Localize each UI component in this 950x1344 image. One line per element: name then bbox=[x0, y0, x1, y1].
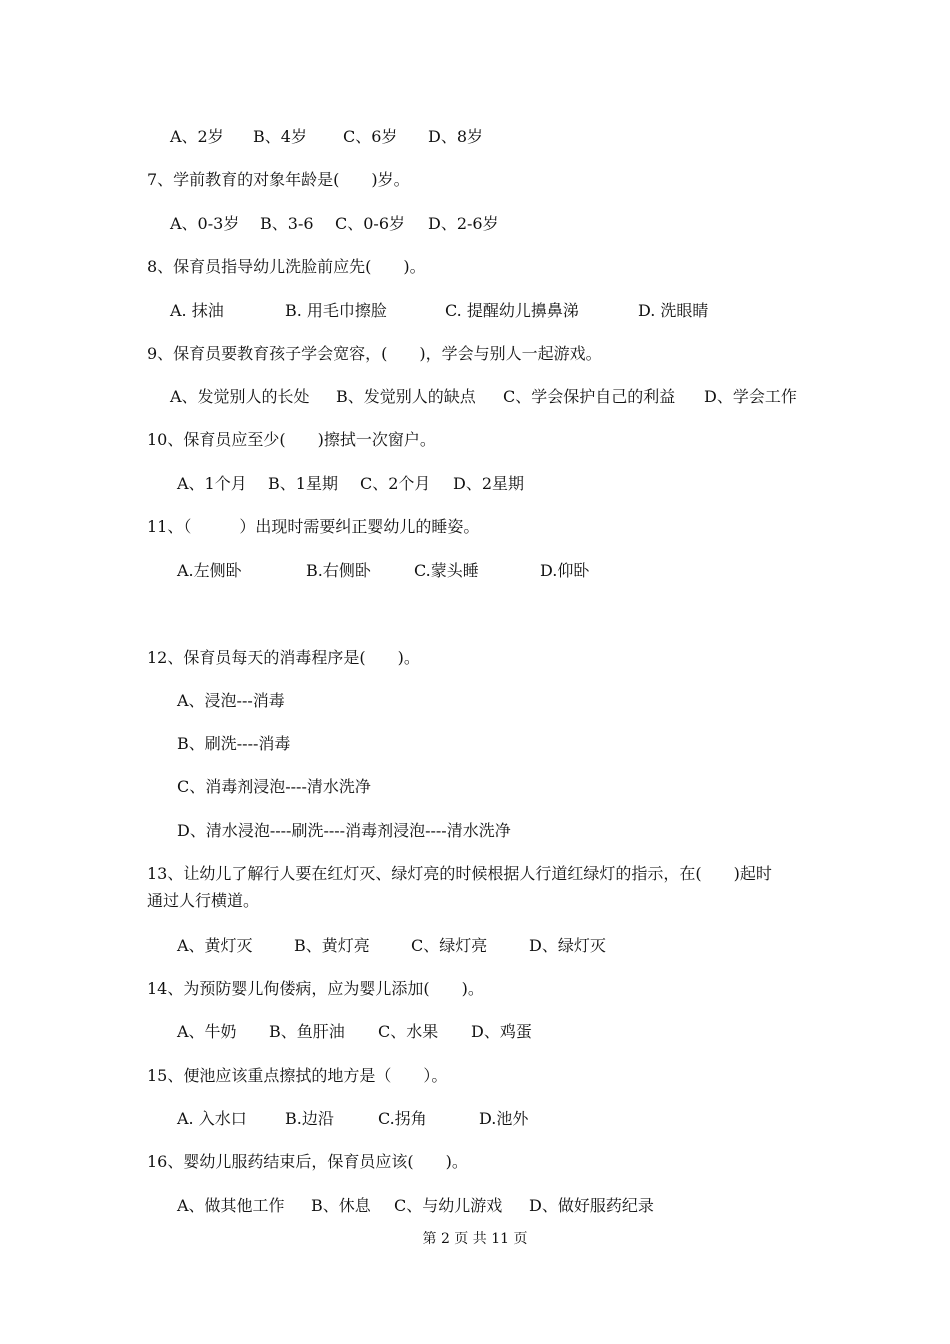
option-c: C、绿灯亮 bbox=[411, 936, 488, 955]
option-d: D、2星期 bbox=[453, 474, 525, 493]
option-b: B、发觉别人的缺点 bbox=[336, 387, 476, 406]
option-c: C、0-6岁 bbox=[335, 214, 406, 233]
option-d: D、学会工作 bbox=[704, 387, 797, 406]
question-9-stem: 9、保育员要教育孩子学会宽容，( )，学会与别人一起游戏。 bbox=[147, 344, 602, 363]
option-c: C、学会保护自己的利益 bbox=[503, 387, 676, 406]
question-16-stem: 16、婴幼儿服药结束后，保育员应该( )。 bbox=[147, 1152, 468, 1171]
option-a: A、黄灯灭 bbox=[177, 936, 253, 955]
option-a: A、0-3岁 bbox=[170, 214, 240, 233]
option-b: B、4岁 bbox=[253, 127, 307, 146]
option-a: A. 入水口 bbox=[177, 1109, 247, 1128]
option-a: A、2岁 bbox=[170, 127, 224, 146]
option-a: A.左侧卧 bbox=[177, 561, 242, 580]
option-d: D.池外 bbox=[479, 1109, 529, 1128]
option-c: C、6岁 bbox=[343, 127, 398, 146]
option-c: C、2个月 bbox=[360, 474, 431, 493]
question-12-stem: 12、保育员每天的消毒程序是( )。 bbox=[147, 648, 420, 667]
option-d: D、8岁 bbox=[428, 127, 484, 146]
option-b: B、鱼肝油 bbox=[269, 1022, 345, 1041]
option-a: A、牛奶 bbox=[177, 1022, 237, 1041]
option-b: B.右侧卧 bbox=[306, 561, 371, 580]
question-7-stem: 7、学前教育的对象年龄是( )岁。 bbox=[147, 170, 410, 189]
option-d: D、鸡蛋 bbox=[471, 1022, 532, 1041]
option-c: C、水果 bbox=[378, 1022, 439, 1041]
option-a: A、做其他工作 bbox=[177, 1196, 285, 1215]
question-13-stem-line1: 13、让幼儿了解行人要在红灯灭、绿灯亮的时候根据人行道红绿灯的指示，在( )起时 bbox=[147, 864, 772, 883]
option-d: D.仰卧 bbox=[540, 561, 590, 580]
option-a: A、1个月 bbox=[177, 474, 247, 493]
option-a: A、发觉别人的长处 bbox=[170, 387, 310, 406]
option-d: D、2-6岁 bbox=[428, 214, 499, 233]
option-b: B. 用毛巾擦脸 bbox=[285, 301, 387, 320]
option-b: B、3-6 bbox=[260, 214, 314, 233]
question-12-option-c: C、消毒剂浸泡----清水洗净 bbox=[177, 777, 371, 796]
option-c: C.蒙头睡 bbox=[414, 561, 479, 580]
option-b: B.边沿 bbox=[285, 1109, 334, 1128]
question-12-option-d: D、清水浸泡----刷洗----消毒剂浸泡----清水洗净 bbox=[177, 821, 511, 840]
question-15-stem: 15、便池应该重点擦拭的地方是（ ）。 bbox=[147, 1066, 448, 1085]
option-c: C.拐角 bbox=[378, 1109, 427, 1128]
page-number-footer: 第 2 页 共 11 页 bbox=[422, 1231, 528, 1247]
question-14-stem: 14、为预防婴儿佝偻病，应为婴儿添加( )。 bbox=[147, 979, 484, 998]
question-12-option-b: B、刷洗----消毒 bbox=[177, 734, 291, 753]
option-d: D. 洗眼睛 bbox=[638, 301, 709, 320]
option-a: A. 抹油 bbox=[170, 301, 224, 320]
question-8-stem: 8、保育员指导幼儿洗脸前应先( )。 bbox=[147, 257, 426, 276]
question-10-stem: 10、保育员应至少( )擦拭一次窗户。 bbox=[147, 430, 436, 449]
question-13-stem-line2: 通过人行横道。 bbox=[147, 891, 260, 910]
question-11-stem: 11、（ ）出现时需要纠正婴幼儿的睡姿。 bbox=[147, 517, 480, 536]
option-c: C、与幼儿游戏 bbox=[394, 1196, 503, 1215]
option-c: C. 提醒幼儿擤鼻涕 bbox=[445, 301, 579, 320]
question-12-option-a: A、浸泡---消毒 bbox=[177, 691, 285, 710]
option-b: B、黄灯亮 bbox=[294, 936, 370, 955]
option-b: B、1星期 bbox=[268, 474, 338, 493]
option-d: D、做好服药纪录 bbox=[529, 1196, 654, 1215]
option-b: B、休息 bbox=[311, 1196, 371, 1215]
option-d: D、绿灯灭 bbox=[529, 936, 606, 955]
